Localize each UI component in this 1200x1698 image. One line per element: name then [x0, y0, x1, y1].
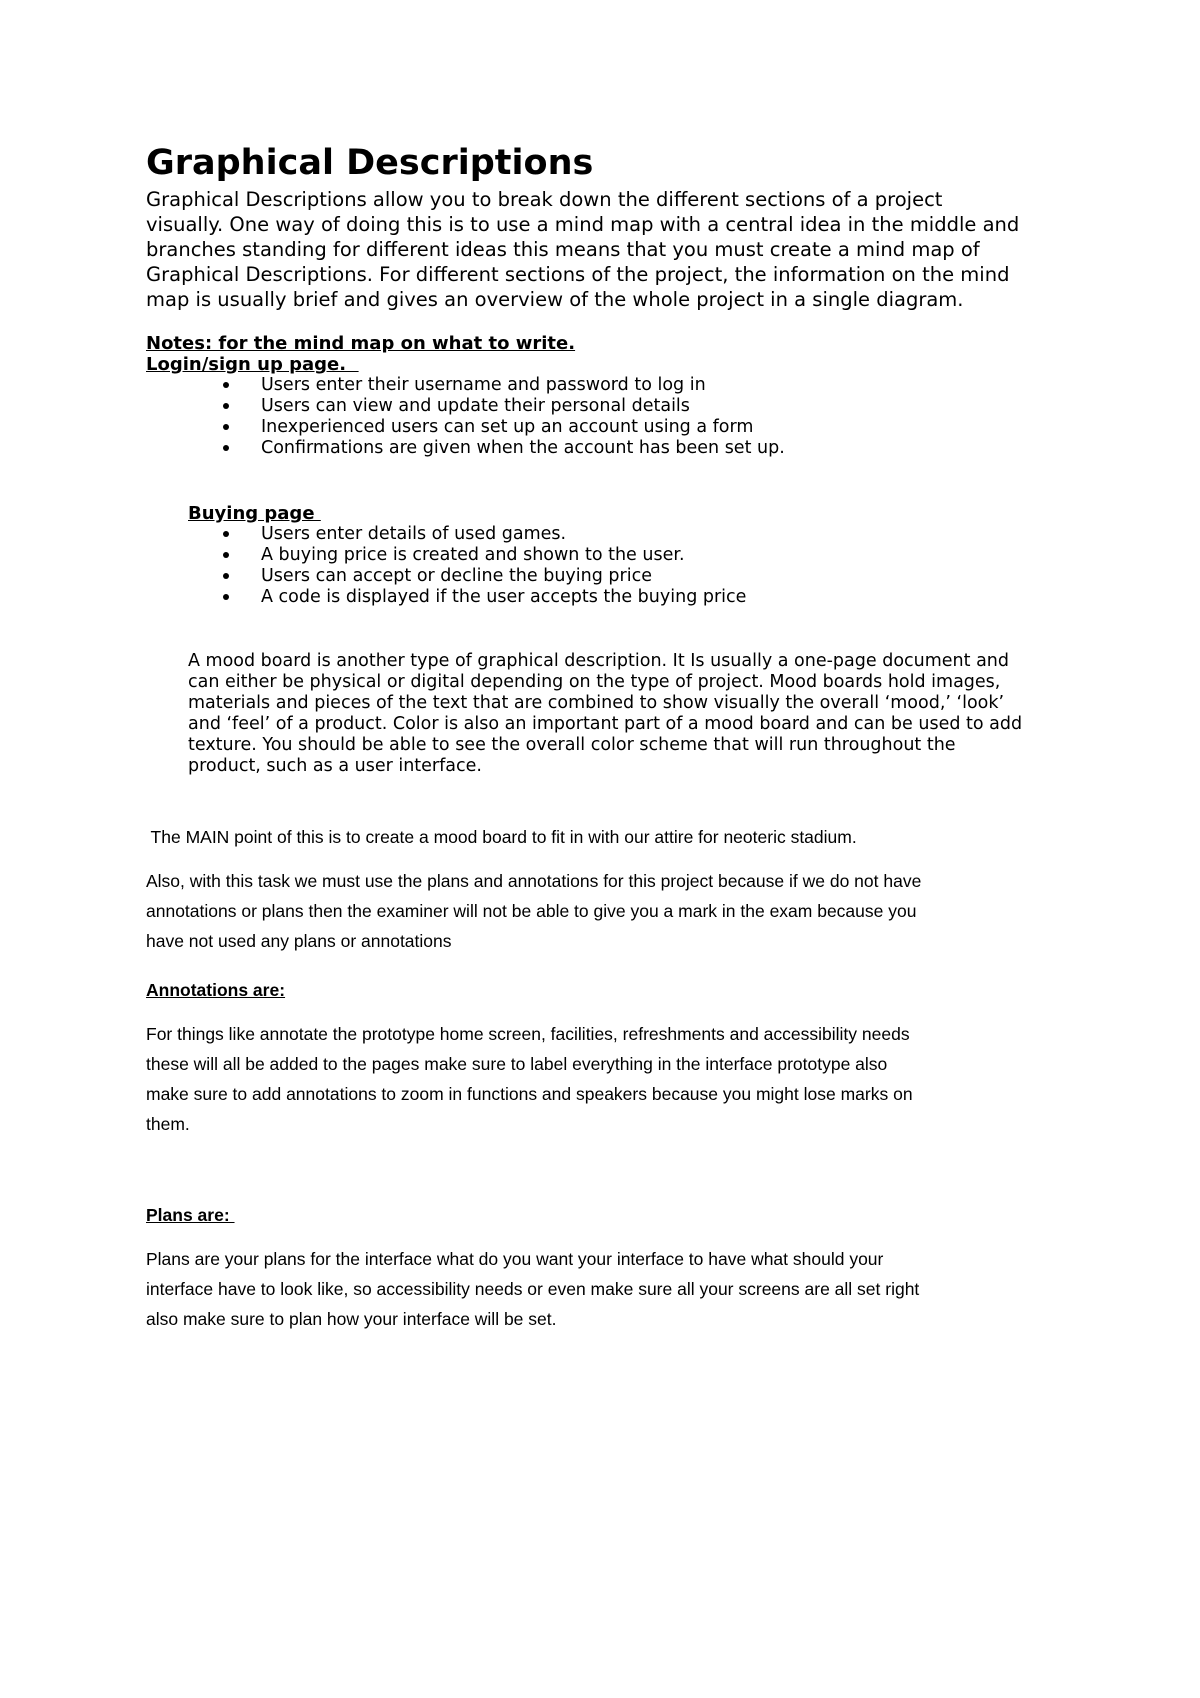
also-line: have not used any plans or annotations [146, 931, 452, 951]
bullet-icon [223, 445, 229, 451]
login-section-heading: Login/sign up page. [146, 354, 359, 375]
also-line: Also, with this task we must use the plans and annotations for this project because if we do not have [146, 871, 922, 891]
plans-paragraph [146, 1244, 919, 1334]
also-paragraph [146, 866, 921, 956]
annotations-line: them. [146, 1114, 190, 1134]
list-item [0, 438, 785, 459]
list-item-text: Users can view and update their personal details [261, 396, 690, 416]
intro-line: Graphical Descriptions allow you to break down the different sections of a project [146, 188, 943, 211]
plans-heading: Plans are: [146, 1205, 235, 1225]
list-item-text: Users enter details of used games. [261, 524, 567, 544]
list-item [0, 587, 746, 608]
list-item [0, 524, 746, 545]
plans-line: also make sure to plan how your interface will be set. [146, 1309, 557, 1329]
list-item-text: A code is displayed if the user accepts the buying price [261, 587, 747, 607]
plans-line: Plans are your plans for the interface what do you want your interface to have what should your [146, 1249, 884, 1269]
list-item-text: Users can accept or decline the buying price [261, 566, 652, 586]
intro-line: visually. One way of doing this is to use a mind map with a central idea in the middle and [146, 213, 1020, 236]
login-bullet-list [0, 375, 785, 459]
list-item-text: A buying price is created and shown to the user. [261, 545, 685, 565]
bullet-icon [223, 403, 229, 409]
bullet-icon [223, 424, 229, 430]
list-item [0, 566, 746, 587]
also-line: annotations or plans then the examiner will not be able to give you a mark in the exam because you [146, 901, 917, 921]
annotations-heading: Annotations are: [146, 980, 286, 1000]
bullet-icon [223, 382, 229, 388]
list-item-text: Confirmations are given when the account has been set up. [261, 438, 785, 458]
mood-line: can either be physical or digital depending on the type of project. Mood boards hold images, [188, 672, 1001, 692]
buying-bullet-list [0, 524, 746, 608]
annotations-paragraph [146, 1019, 913, 1139]
main-point-paragraph: The MAIN point of this is to create a mood board to fit in with our attire for neoteric stadium. [146, 827, 857, 847]
bullet-icon [223, 594, 229, 600]
buying-section-heading: Buying page [188, 503, 321, 524]
list-item [0, 545, 746, 566]
mood-line: and ‘feel’ of a product. Color is also an important part of a mood board and can be used to add [188, 714, 1023, 734]
mood-board-paragraph [188, 651, 1088, 777]
intro-line: Graphical Descriptions. For different sections of the project, the information on the mind [146, 263, 1010, 286]
list-item [0, 375, 785, 396]
mood-line: product, such as a user interface. [188, 756, 482, 776]
bullet-icon [223, 573, 229, 579]
mood-line: A mood board is another type of graphical description. It Is usually a one-page document and [188, 651, 1009, 671]
bullet-icon [223, 531, 229, 537]
list-item-text: Inexperienced users can set up an account using a form [261, 417, 754, 437]
intro-line: branches standing for different ideas this means that you must create a mind map of [146, 238, 980, 261]
list-item [0, 396, 785, 417]
plans-line: interface have to look like, so accessibility needs or even make sure all your screens are all set right [146, 1279, 920, 1299]
annotations-line: make sure to add annotations to zoom in functions and speakers because you might lose marks on [146, 1084, 913, 1104]
annotations-line: For things like annotate the prototype home screen, facilities, refreshments and accessibility needs [146, 1024, 910, 1044]
notes-heading: Notes: for the mind map on what to write. [146, 333, 576, 354]
mood-line: materials and pieces of the text that are combined to show visually the overall ‘mood,’ ‘look’ [188, 693, 1005, 713]
list-item [0, 417, 785, 438]
annotations-line: these will all be added to the pages make sure to label everything in the interface prototype also [146, 1054, 888, 1074]
list-item-text: Users enter their username and password to log in [261, 375, 706, 395]
bullet-icon [223, 552, 229, 558]
intro-paragraph [146, 187, 1076, 312]
intro-line: map is usually brief and gives an overview of the whole project in a single diagram. [146, 288, 964, 311]
document-title: Graphical Descriptions [146, 143, 594, 183]
mood-line: texture. You should be able to see the overall color scheme that will run throughout the [188, 735, 956, 755]
